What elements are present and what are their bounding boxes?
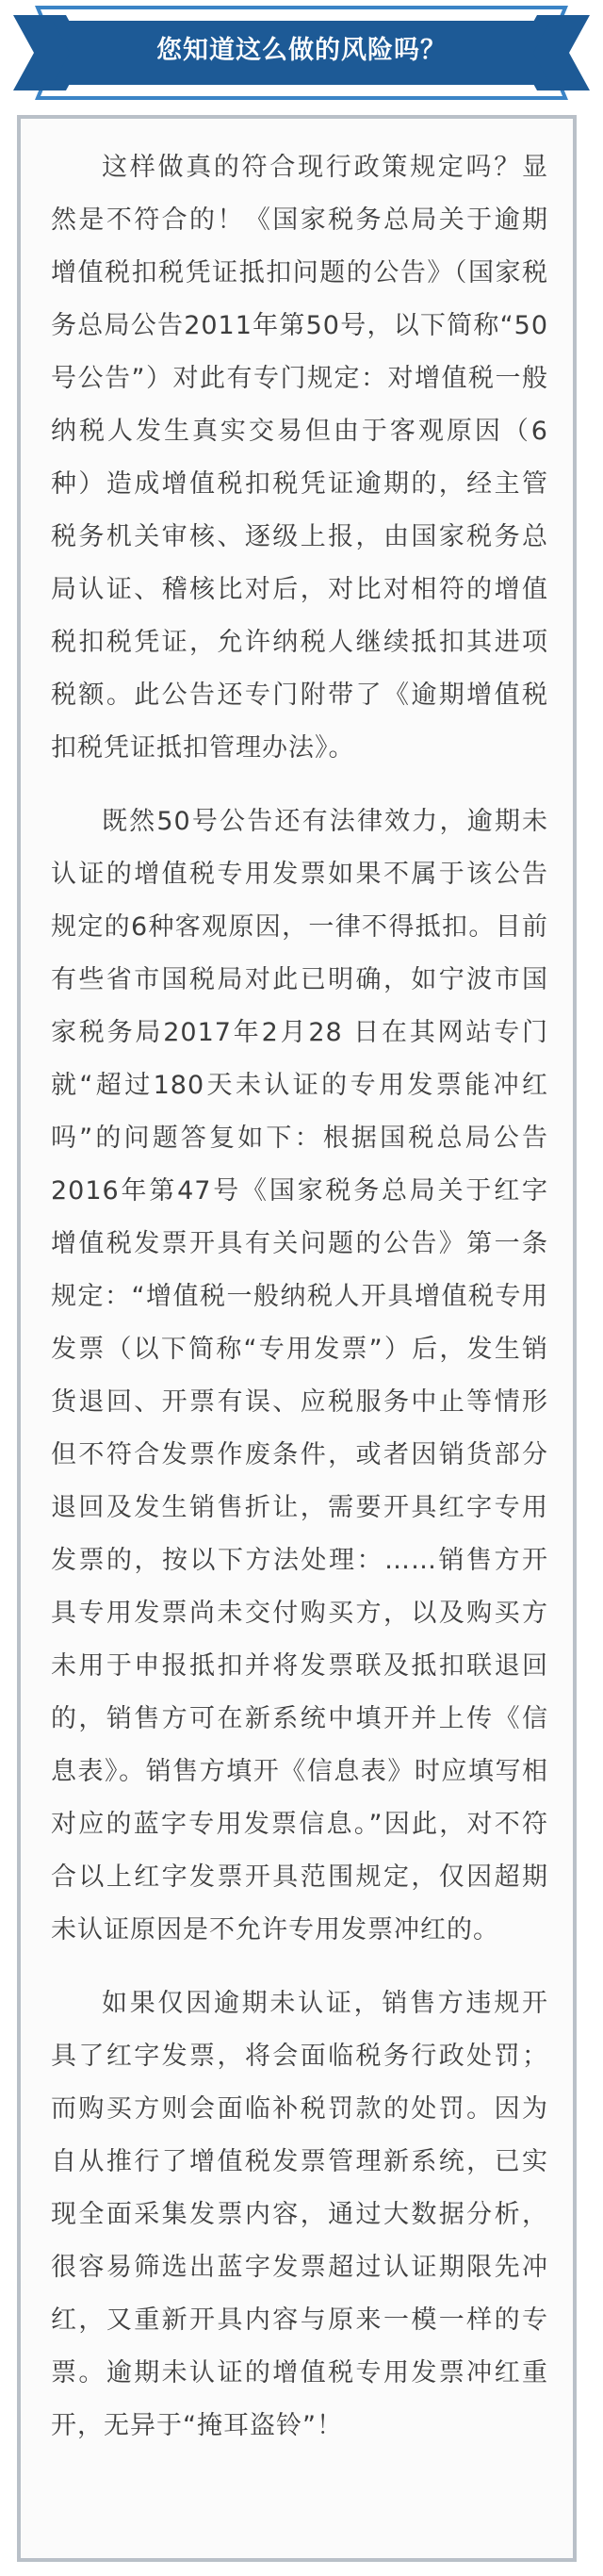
paragraph-3: 如果仅因逾期未认证，销售方违规开具了红字发票，将会面临税务行政处罚；而购买方则会面临补税罚款的处罚。因为自从推行了增值税发票管理新系统，已实现全面采集发票内容，通过大数据分析，很容易筛选出蓝字发票超过认证期限先冲红，又重新开具内容与原来一模一样的专票。逾期未认证的增值税专用发票冲红重开，无异于“掩耳盗铃”！ [51,1989,548,2440]
paragraph-1: 这样做真的符合现行政策规定吗？显然是不符合的！《国家税务总局关于逾期增值税扣税凭证抵扣问题的公告》（国家税务总局公告2011年第50号，以下简称“50号公告”）对此有专门规定：对增值税一般纳税人发生真实交易但由于客观原因（6种）造成增值税扣税凭证逾期的，经主管税务机关审核、逐级上报，由国家税务总局认证、稽核比对后，对比对相符的增值税扣税凭证，允许纳税人继续抵扣其进项税额。此公告还专门附带了《逾期增值税扣税凭证抵扣管理办法》。 [51,153,548,763]
banner-title: 您知道这么做的风险吗？ [156,36,447,65]
paragraph-2: 既然50号公告还有法律效力，逾期未认证的增值税专用发票如果不属于该公告规定的6种客观原因，一律不得抵扣。目前有些省市国税局对此已明确，如宁波市国家税务局2017年2月28 日在其网站专门就“超过180天未认证的专用发票能冲红吗”的问题答复如下：根据国税总局公告2016年第47号《国家税务总局关于红字增值税发票开具有关问题的公告》第一条规定：“增值税一般纳税人开具增值税专用发票（以下简称“专用发票”）后，发生销货退回、开票有误、应税服务中止等情形但不符合发票作废条件，或者因销货部分退回及发生销售折让，需要开具红字专用发票的，按以下方法处理：……销售方开具专用发票尚未交付购买方，以及购买方未用于申报抵扣并将发票联及抵扣联退回的，销售方可在新系统中填开并上传《信息表》。销售方填开《信息表》时应填写相对应的蓝字专用发票信息。”因此，对不符合以上红字发票开具范围规定，仅因超期未认证原因是不允许专用发票冲红的。 [51,807,548,1944]
article-frame [17,115,577,2562]
article-body [51,141,548,2473]
header-banner [0,0,603,104]
